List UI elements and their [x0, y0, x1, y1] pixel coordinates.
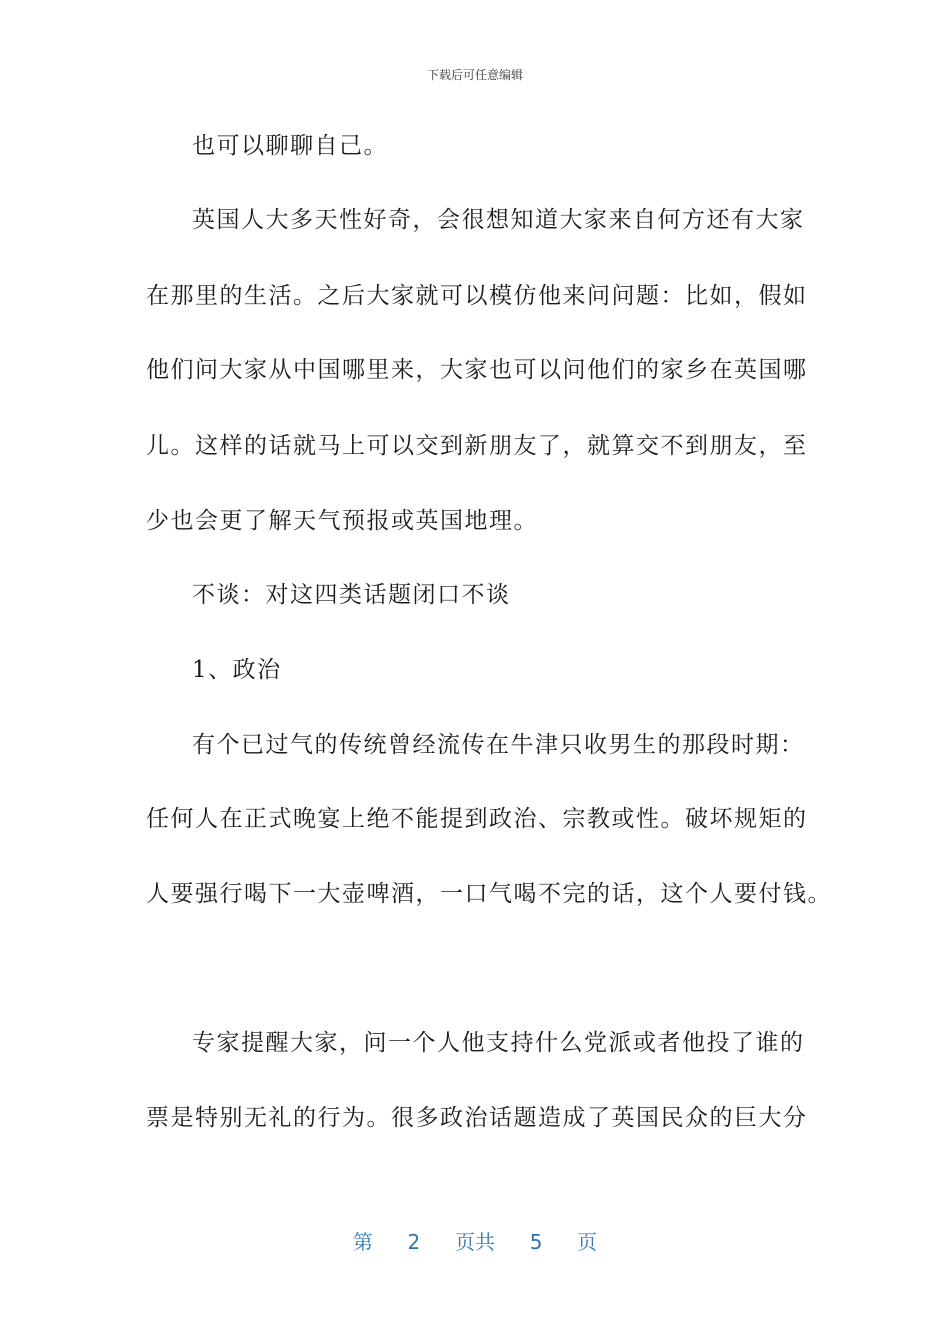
paragraph-line: 儿。这样的话就马上可以交到新朋友了，就算交不到朋友，至: [146, 433, 808, 459]
footer-page-number: 2: [407, 1230, 421, 1254]
paragraph-line: 也可以聊聊自己。: [192, 133, 388, 159]
header-note: 下载后可任意编辑: [426, 68, 523, 82]
paragraph-line: 在那里的生活。之后大家就可以模仿他来问问题：比如，假如: [146, 283, 808, 309]
footer-di: 第: [352, 1230, 373, 1254]
paragraph-line: 任何人在正式晚宴上绝不能提到政治、宗教或性。破坏规矩的: [146, 806, 808, 832]
paragraph-line: 少也会更了解天气预报或英国地理。: [146, 508, 538, 534]
footer-ye: 页: [577, 1230, 598, 1254]
paragraph-line: 英国人大多天性好奇，会很想知道大家来自何方还有大家: [192, 207, 805, 233]
paragraph-line: 他们问大家从中国哪里来，大家也可以问他们的家乡在英国哪: [146, 357, 808, 383]
section-heading: 1、政治: [192, 657, 282, 683]
page-footer: [0, 1226, 950, 1255]
paragraph-line: 票是特别无礼的行为。很多政治话题造成了英国民众的巨大分: [146, 1105, 808, 1131]
paragraph-line: 有个已过气的传统曾经流传在牛津只收男生的那段时期：: [192, 732, 805, 758]
footer-total-pages: 5: [529, 1230, 543, 1254]
paragraph-line: 人要强行喝下一大壶啤酒，一口气喝不完的话，这个人要付钱。: [146, 881, 832, 907]
paragraph-line: 专家提醒大家，问一个人他支持什么党派或者他投了谁的: [192, 1030, 805, 1056]
paragraph-line: 不谈：对这四类话题闭口不谈: [192, 582, 511, 608]
footer-ye-gong: 页共: [455, 1230, 495, 1254]
